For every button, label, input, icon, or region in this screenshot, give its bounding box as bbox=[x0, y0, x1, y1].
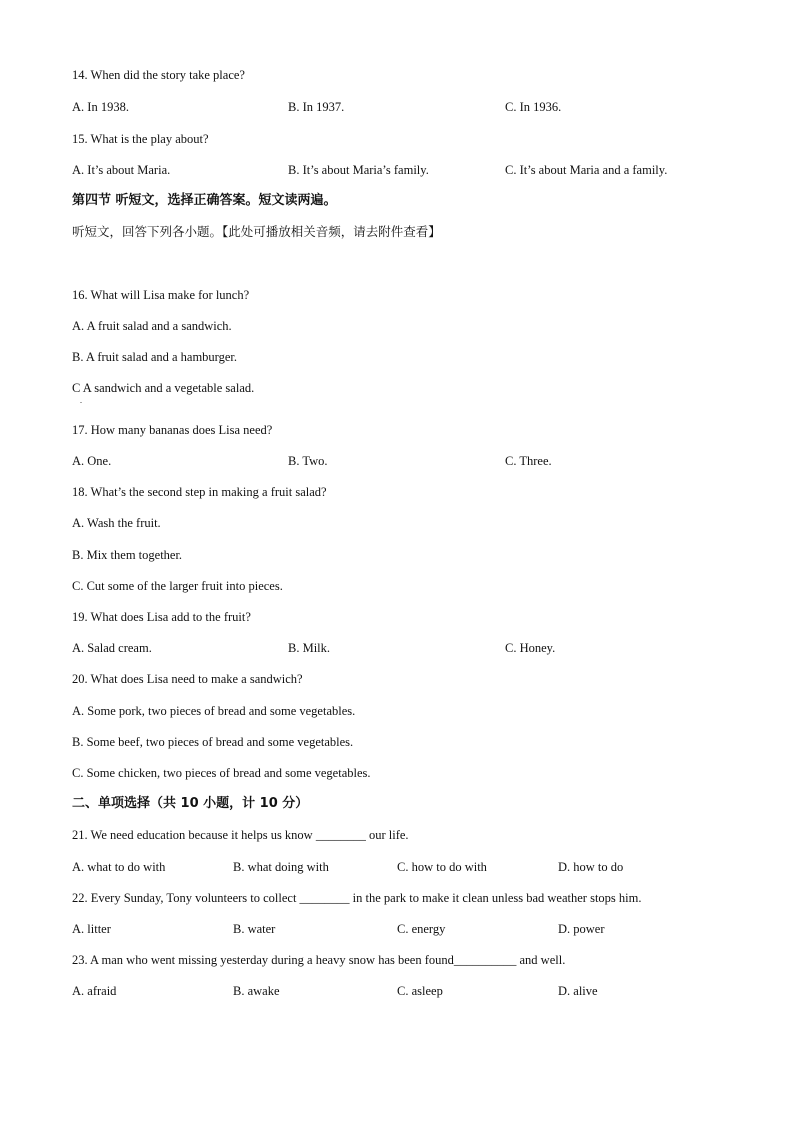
q16-option-b: B. A fruit salad and a hamburger. bbox=[72, 350, 238, 364]
q14-option-b: B. In 1937. bbox=[288, 100, 345, 114]
question-18: 18. What’s the second step in making a fruit salad? bbox=[72, 485, 327, 499]
q21-option-d: D. how to do bbox=[558, 860, 624, 874]
q16-option-c: C A sandwich and a vegetable salad. bbox=[72, 381, 255, 395]
q21-option-c: C. how to do with bbox=[397, 860, 487, 874]
q22-option-d: D. power bbox=[558, 922, 605, 936]
q17-option-c: C. Three. bbox=[505, 454, 552, 468]
q23-option-a: A. afraid bbox=[72, 984, 117, 998]
q14-option-a: A. In 1938. bbox=[72, 100, 129, 114]
q22-option-c: C. energy bbox=[397, 922, 446, 936]
question-20: 20. What does Lisa need to make a sandwich? bbox=[72, 672, 303, 686]
q19-option-c: C. Honey. bbox=[505, 641, 556, 655]
q23-option-b: B. awake bbox=[233, 984, 280, 998]
q15-option-b: B. It’s about Maria’s family. bbox=[288, 163, 429, 177]
q14-option-c: C. In 1936. bbox=[505, 100, 562, 114]
q21-option-b: B. what doing with bbox=[233, 860, 329, 874]
q23-option-d: D. alive bbox=[558, 984, 598, 998]
q18-option-a: A. Wash the fruit. bbox=[72, 516, 161, 530]
stray-mark: . bbox=[80, 396, 82, 405]
question-15: 15. What is the play about? bbox=[72, 132, 209, 146]
q15-option-c: C. It’s about Maria and a family. bbox=[505, 163, 668, 177]
q15-option-a: A. It’s about Maria. bbox=[72, 163, 171, 177]
q22-option-a: A. litter bbox=[72, 922, 111, 936]
q19-option-b: B. Milk. bbox=[288, 641, 331, 655]
question-14: 14. When did the story take place? bbox=[72, 68, 245, 82]
q16-option-a: A. A fruit salad and a sandwich. bbox=[72, 319, 232, 333]
question-21: 21. We need education because it helps us know ________ our life. bbox=[72, 828, 409, 842]
q18-option-b: B. Mix them together. bbox=[72, 548, 183, 562]
question-17: 17. How many bananas does Lisa need? bbox=[72, 423, 273, 437]
q19-option-a: A. Salad cream. bbox=[72, 641, 152, 655]
question-16: 16. What will Lisa make for lunch? bbox=[72, 288, 250, 302]
q20-option-b: B. Some beef, two pieces of bread and some vegetables. bbox=[72, 735, 354, 749]
q20-option-c: C. Some chicken, two pieces of bread and some vegetables. bbox=[72, 766, 371, 780]
question-22: 22. Every Sunday, Tony volunteers to collect ________ in the park to make it clean unless bad weather stops him. bbox=[72, 891, 642, 905]
q20-option-a: A. Some pork, two pieces of bread and some vegetables. bbox=[72, 704, 356, 718]
question-19: 19. What does Lisa add to the fruit? bbox=[72, 610, 251, 624]
q17-option-a: A. One. bbox=[72, 454, 112, 468]
question-23: 23. A man who went missing yesterday during a heavy snow has been found__________ and well. bbox=[72, 953, 566, 967]
q23-option-c: C. asleep bbox=[397, 984, 443, 998]
q22-option-b: B. water bbox=[233, 922, 276, 936]
section-4-heading: 第四节 听短文，选择正确答案。短文读两遍。 bbox=[72, 193, 337, 208]
q18-option-c: C. Cut some of the larger fruit into pieces. bbox=[72, 579, 283, 593]
q21-option-a: A. what to do with bbox=[72, 860, 166, 874]
section-4-instruction: 听短文，回答下列各小题。【此处可播放相关音频，请去附件查看】 bbox=[72, 224, 441, 239]
part-2-heading: 二、单项选择（共 10 小题，计 10 分） bbox=[72, 796, 309, 811]
q17-option-b: B. Two. bbox=[288, 454, 328, 468]
